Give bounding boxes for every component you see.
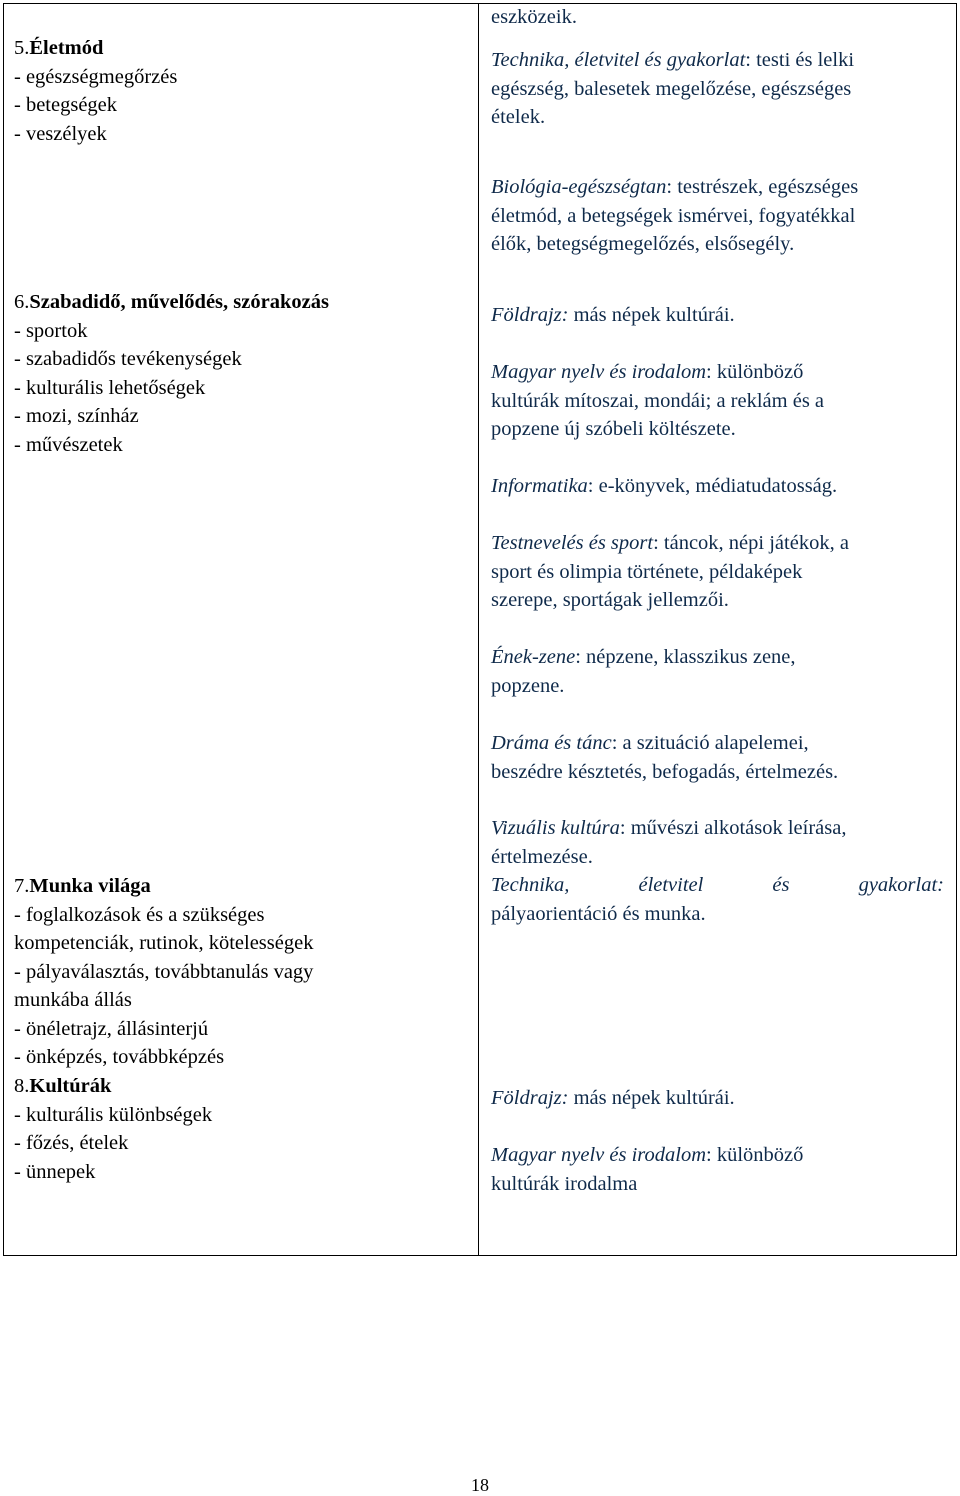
topic-6 bbox=[14, 288, 329, 459]
ref-text: más népek kultúrái. bbox=[568, 1087, 735, 1109]
ref-text: : testrészek, egészséges bbox=[666, 176, 859, 198]
ref-vizualis bbox=[491, 814, 846, 871]
ref-text: popzene új szóbeli költészete. bbox=[491, 418, 736, 440]
topic-item: - egészségmegőrzés bbox=[14, 65, 178, 88]
topic-item: - foglalkozások és a szükséges bbox=[14, 903, 265, 926]
ref-text: : táncok, népi játékok, a bbox=[653, 532, 849, 554]
ref-text: : e-könyvek, médiatudatosság. bbox=[587, 475, 838, 497]
subject-name: Biológia-egészségtan bbox=[491, 176, 667, 198]
ref-text: : népzene, klasszikus zene, bbox=[575, 646, 796, 668]
ref-drama bbox=[491, 729, 838, 786]
topic-item: - pályaválasztás, továbbtanulás vagy bbox=[14, 960, 314, 983]
ref-text: életmód, a betegségek ismérvei, fogyatékkal bbox=[491, 204, 856, 227]
topic-title: Életmód bbox=[29, 37, 104, 59]
ref-text: kultúrák mítoszai, mondái; a reklám és a bbox=[491, 389, 825, 412]
topic-number: 8. bbox=[14, 1075, 30, 1097]
topic-item: - ünnepek bbox=[14, 1160, 96, 1183]
subject-name-word: Technika, bbox=[491, 874, 570, 896]
topic-title: Kultúrák bbox=[29, 1075, 112, 1097]
ref-text: kultúrák irodalma bbox=[491, 1172, 638, 1195]
topic-8 bbox=[14, 1072, 212, 1186]
subject-name: Informatika bbox=[491, 475, 588, 497]
topic-item: - kulturális különbségek bbox=[14, 1103, 213, 1126]
topic-number: 7. bbox=[14, 875, 30, 897]
topic-item: kompetenciák, rutinok, kötelességek bbox=[14, 932, 314, 954]
subject-name: Technika, életvitel és gyakorlat bbox=[491, 49, 746, 71]
topic-item: - veszélyek bbox=[14, 122, 107, 145]
topic-item: - főzés, ételek bbox=[14, 1132, 129, 1154]
topic-title: Szabadidő, művelődés, szórakozás bbox=[29, 291, 329, 313]
ref-text: sport és olimpia története, példaképek bbox=[491, 560, 803, 583]
ref-text: : művészi alkotások leírása, bbox=[619, 817, 847, 839]
topic-item: munkába állás bbox=[14, 989, 132, 1011]
topic-item: - művészetek bbox=[14, 433, 123, 456]
ref-text: : különböző bbox=[706, 1144, 804, 1166]
subject-name-word: és bbox=[772, 874, 790, 896]
ref-text: : a szituáció alapelemei, bbox=[611, 732, 809, 754]
ref-biologia bbox=[491, 173, 858, 259]
subject-name: Földrajz: bbox=[491, 304, 569, 326]
topic-item: - sportok bbox=[14, 319, 88, 342]
subject-name-word: életvitel bbox=[638, 874, 704, 896]
ref-text: popzene. bbox=[491, 674, 565, 697]
subject-name: Földrajz: bbox=[491, 1087, 569, 1109]
topic-item: - mozi, színház bbox=[14, 405, 139, 427]
column-divider bbox=[478, 3, 479, 1256]
ref-enek-zene bbox=[491, 643, 796, 700]
topic-5 bbox=[14, 34, 177, 148]
topic-item: - önéletrajz, állásinterjú bbox=[14, 1017, 209, 1040]
ref-text: eszközeik. bbox=[491, 6, 577, 28]
topic-title: Munka világa bbox=[29, 875, 151, 897]
subject-name-word: gyakorlat: bbox=[858, 874, 944, 896]
ref-text: : különböző bbox=[706, 361, 804, 383]
subject-name: Dráma és tánc bbox=[491, 732, 612, 754]
topic-item: - szabadidős tevékenységek bbox=[14, 348, 242, 370]
ref-magyar-2 bbox=[491, 1141, 803, 1198]
ref-continuation bbox=[491, 3, 577, 32]
ref-text: pályaorientáció és munka. bbox=[491, 902, 706, 925]
ref-testneveles bbox=[491, 529, 849, 615]
topic-7 bbox=[14, 872, 313, 1072]
ref-text: értelmezése. bbox=[491, 845, 593, 868]
topic-item: - betegségek bbox=[14, 94, 118, 116]
subject-name: Magyar nyelv és irodalom bbox=[491, 361, 707, 383]
topic-item: - kulturális lehetőségek bbox=[14, 376, 206, 399]
page-number: 18 bbox=[471, 1475, 489, 1495]
ref-text: szerepe, sportágak jellemzői. bbox=[491, 589, 729, 611]
ref-text: más népek kultúrái. bbox=[568, 304, 735, 326]
subject-name: Magyar nyelv és irodalom bbox=[491, 1144, 707, 1166]
ref-technika-2 bbox=[491, 871, 944, 928]
subject-name: Vizuális kultúra bbox=[491, 817, 620, 839]
ref-foldrajz-1 bbox=[491, 301, 735, 330]
subject-name: Ének-zene bbox=[491, 646, 576, 668]
topic-number: 5. bbox=[14, 37, 30, 59]
ref-text: beszédre késztetés, befogadás, értelmezés. bbox=[491, 760, 839, 783]
topic-item: - önképzés, továbbképzés bbox=[14, 1046, 225, 1068]
ref-foldrajz-2 bbox=[491, 1084, 735, 1113]
ref-text: egészség, balesetek megelőzése, egészséges bbox=[491, 77, 852, 100]
ref-magyar-1 bbox=[491, 358, 824, 444]
topic-number: 6. bbox=[14, 291, 30, 313]
ref-text: ételek. bbox=[491, 106, 546, 128]
ref-text: élők, betegségmegelőzés, elsősegély. bbox=[491, 233, 795, 255]
ref-technika-1 bbox=[491, 46, 854, 132]
ref-informatika bbox=[491, 472, 837, 501]
subject-name: Testnevelés és sport bbox=[491, 532, 654, 554]
ref-text: : testi és lelki bbox=[745, 49, 855, 71]
